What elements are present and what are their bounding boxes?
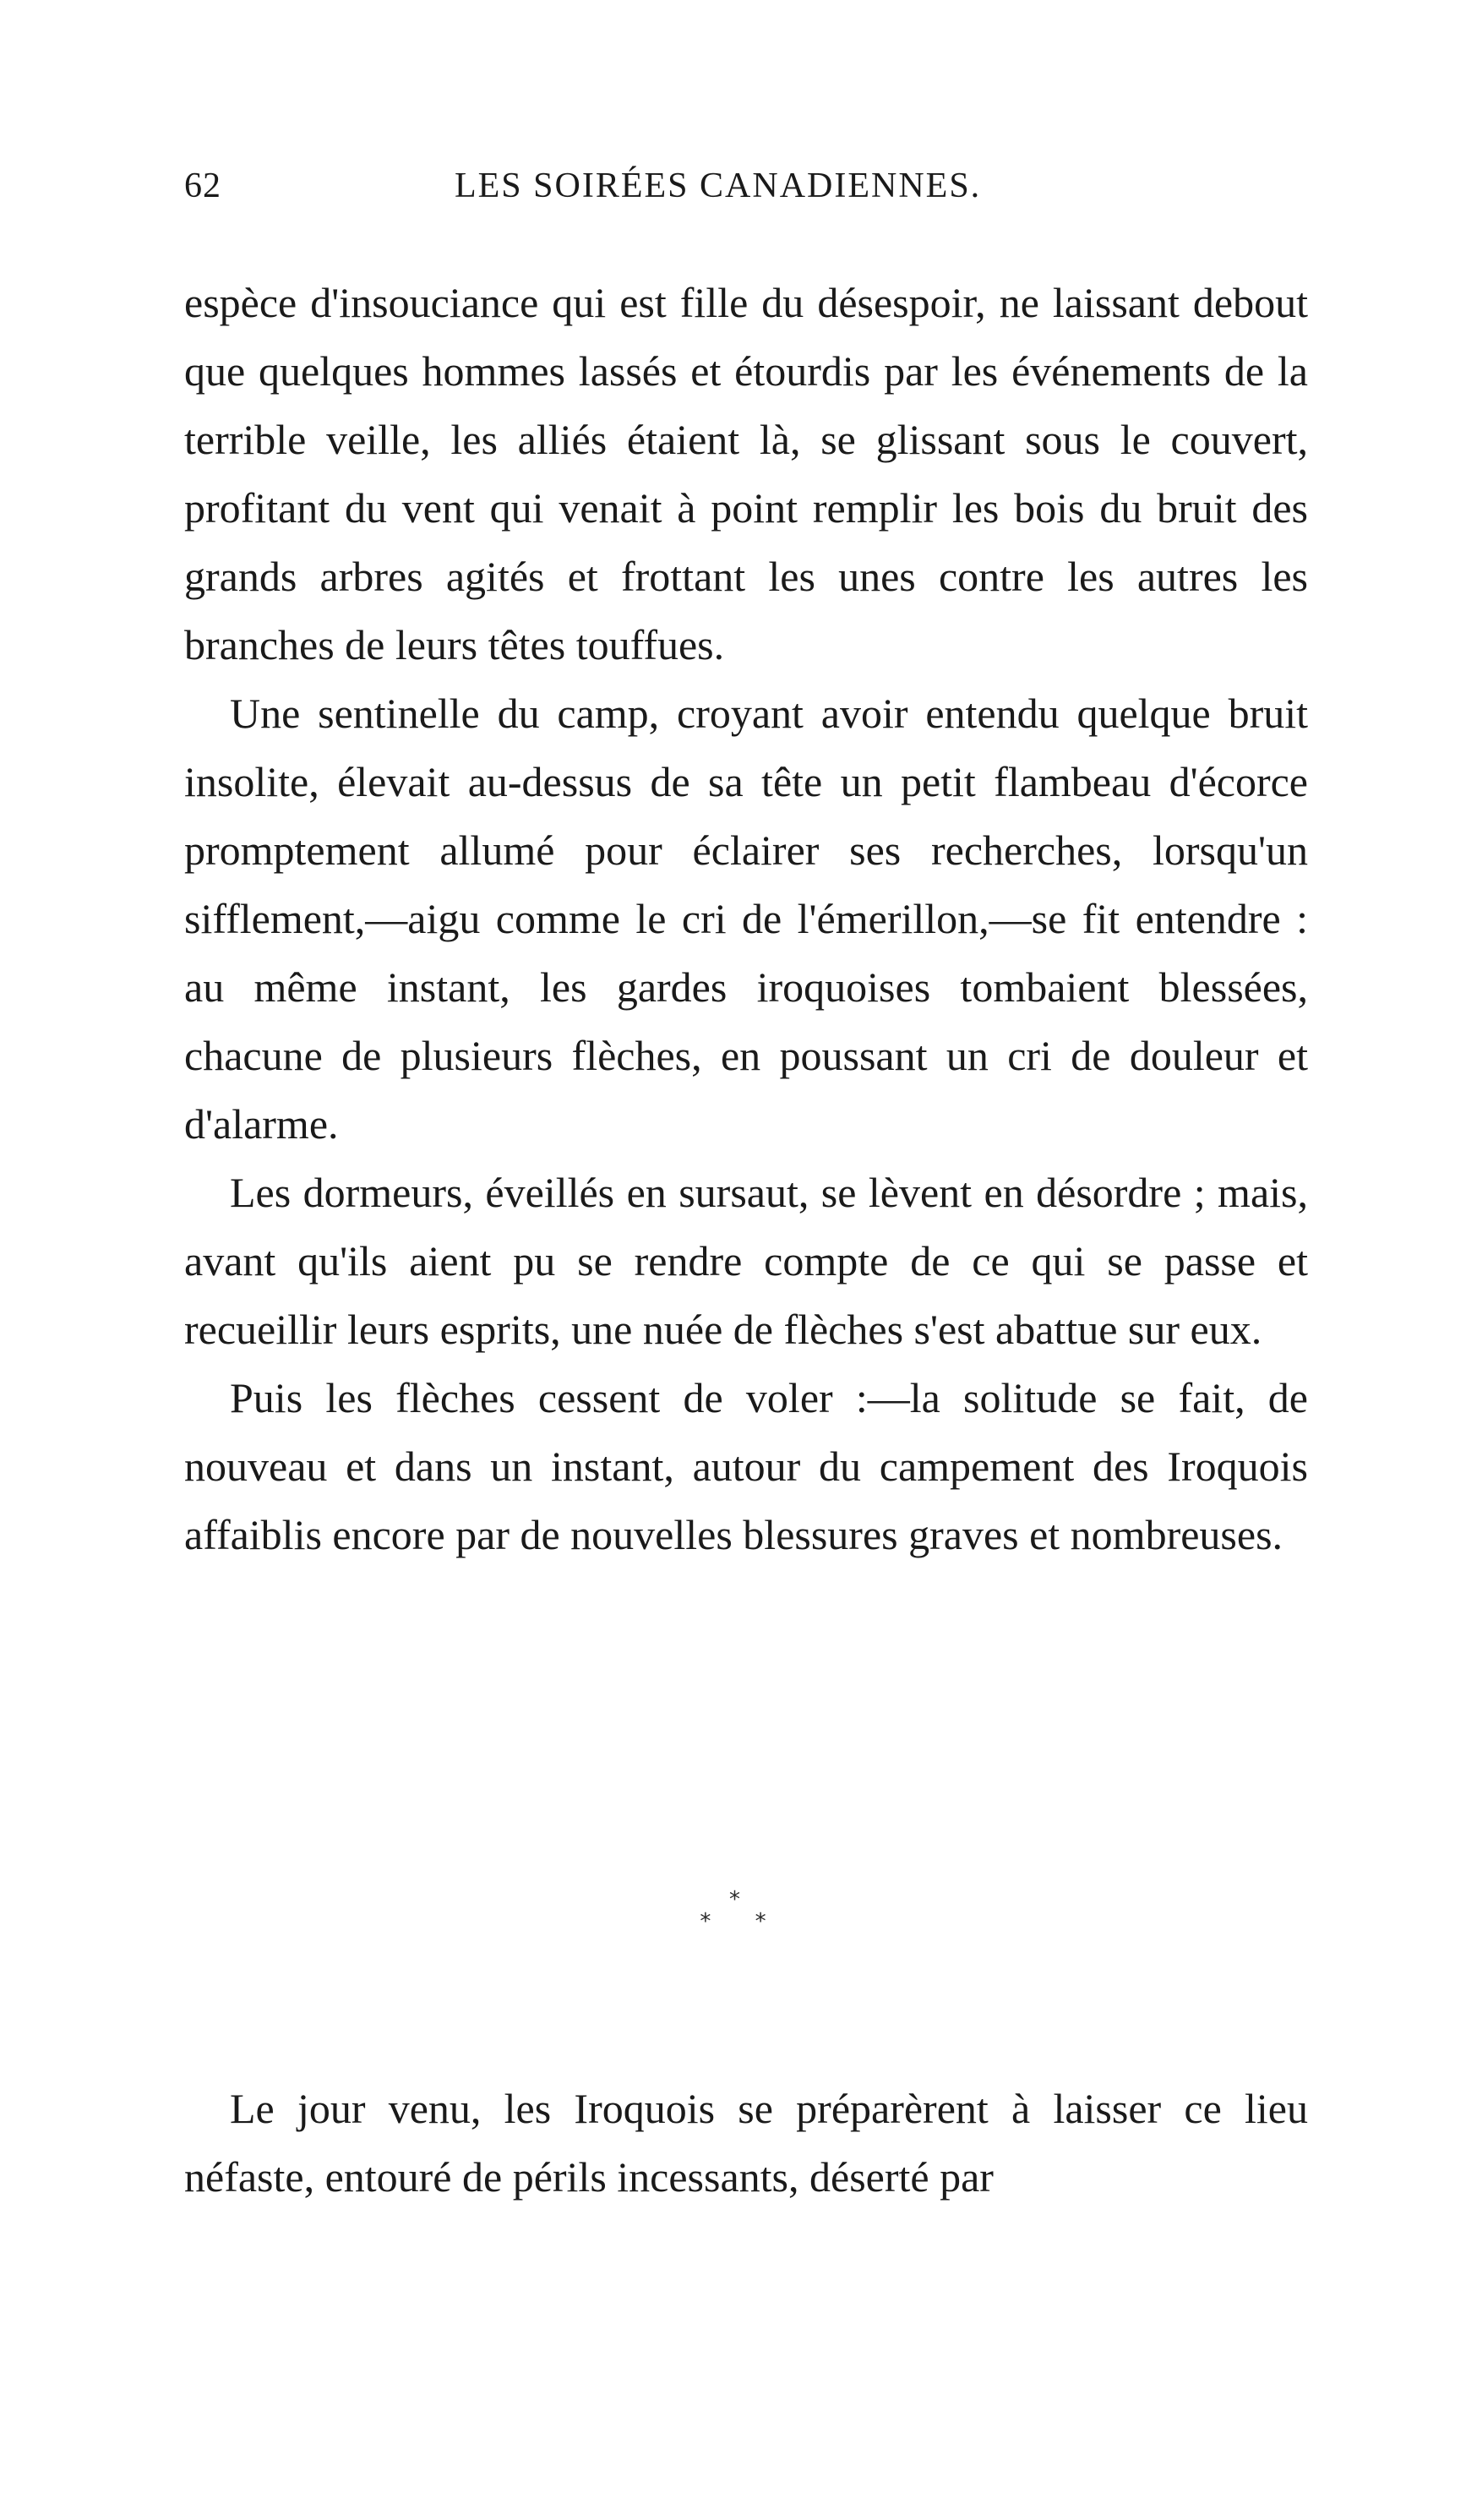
page-number: 62 <box>184 166 221 205</box>
asterism-top-star: * <box>729 1887 740 1912</box>
paragraph-next-day: Le jour venu, les Iroquois se préparèrent à laisser ce lieu néfaste, entouré de périls incessants, déserté par <box>184 2085 1308 2201</box>
paragraph-silence: Puis les flèches cessent de voler :—la solitude se fait, de nouveau et dans un instant, autour du campement des Iroquois affaiblis encore par de nouvelles blessures graves et nombreuses. <box>184 1374 1308 1558</box>
main-text <box>184 269 1308 1569</box>
running-title: LES SOIRÉES CANADIENNES. <box>455 166 982 205</box>
new-section-text <box>184 2075 1308 2212</box>
asterism-bottom-stars: * * <box>700 1909 785 1934</box>
paragraph-sleepers: Les dormeurs, éveillés en sursaut, se lèvent en désordre ; mais, avant qu'ils aient pu se rendre compte de ce qui se passe et recueillir leurs esprits, une nuée de flèches s'est abattue sur eux. <box>184 1169 1308 1353</box>
paragraph-continuation: espèce d'insouciance qui est fille du désespoir, ne laissant debout que quelques hommes lassés et étourdis par les événements de la terrible veille, les alliés étaient là, se glissant sous le couvert, profitant du vent qui venait à point remplir les bois du bruit des grands arbres agités et frottant les unes contre les autres les branches de leurs têtes touffues. <box>184 279 1308 668</box>
paragraph-sentinel: Une sentinelle du camp, croyant avoir entendu quelque bruit insolite, élevait au-dessus de sa tête un petit flambeau d'écorce promptement allumé pour éclairer ses recherches, lorsqu'un sifflement,—aigu comme le cri de l'émerillon,—se fit entendre : au même instant, les gardes iroquoises tombaient blessées, chacune de plusieurs flèches, en poussant un cri de douleur et d'alarme. <box>184 690 1308 1148</box>
page-header <box>184 166 1308 216</box>
section-break-asterism <box>0 1889 1466 1933</box>
